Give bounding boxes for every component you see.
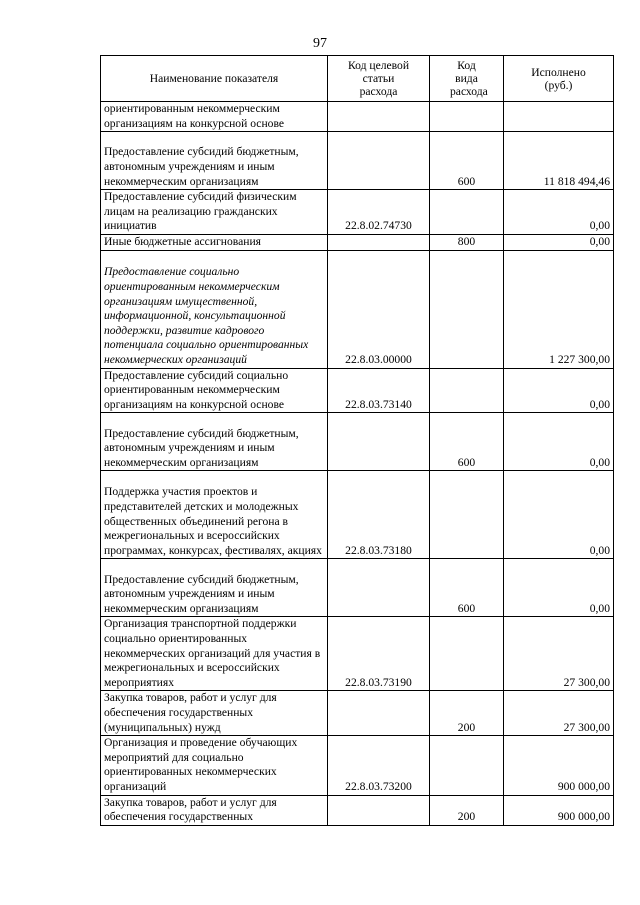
row-type-cell <box>430 471 504 559</box>
row-name-cell: Организация и проведение обучающих мероприятий для социально ориентированных некоммерческих организаций <box>101 736 328 795</box>
row-type-cell <box>430 190 504 235</box>
row-name-cell: Организация транспортной поддержки социально ориентированных некоммерческих организаций для участия в межрегиональных и всероссийских мероприятиях <box>101 617 328 691</box>
table-row <box>101 617 614 691</box>
row-code-cell: 22.8.02.74730 <box>328 190 430 235</box>
row-name-cell: Поддержка участия проектов и представителей детских и молодежных общественных объединений регона в межрегиональных и всероссийских программах, конкурсах, фестивалях, акциях <box>101 471 328 559</box>
header-name: Наименование показателя <box>101 56 328 102</box>
table-row <box>101 691 614 736</box>
header-sum-label: Исполнено (руб.) <box>531 65 586 92</box>
row-type-cell: 600 <box>430 132 504 190</box>
row-type-cell <box>430 736 504 795</box>
row-sum-cell: 0,00 <box>504 234 614 250</box>
row-name-cell: Предоставление социально ориентированным некоммерческим организациям имущественной, информационной, консультационной поддержки, развитие кадрового потенциала социально ориентированных некоммерческих организаций <box>101 250 328 368</box>
table-row <box>101 559 614 617</box>
header-type-label: Код вида расхода <box>450 59 488 98</box>
row-type-cell: 600 <box>430 559 504 617</box>
row-name-cell: Закупка товаров, работ и услуг для обеспечения государственных (муниципальных) нужд <box>101 691 328 736</box>
row-code-cell <box>328 413 430 471</box>
table-row <box>101 234 614 250</box>
row-code-cell: 22.8.03.73190 <box>328 617 430 691</box>
row-sum-cell: 0,00 <box>504 368 614 413</box>
row-type-cell: 200 <box>430 795 504 825</box>
row-type-cell <box>430 617 504 691</box>
row-name-cell: Предоставление субсидий бюджетным, автономным учреждениям и иным некоммерческим организациям <box>101 132 328 190</box>
table-row <box>101 368 614 413</box>
row-code-cell: 22.8.03.00000 <box>328 250 430 368</box>
table-row <box>101 132 614 190</box>
row-name-cell: ориентированным некоммерческим организациям на конкурсной основе <box>101 102 328 132</box>
table-row <box>101 102 614 132</box>
row-sum-cell: 27 300,00 <box>504 617 614 691</box>
row-sum-cell: 11 818 494,46 <box>504 132 614 190</box>
row-name-cell: Иные бюджетные ассигнования <box>101 234 328 250</box>
row-sum-cell: 0,00 <box>504 413 614 471</box>
row-code-cell: 22.8.03.73140 <box>328 368 430 413</box>
row-type-cell: 600 <box>430 413 504 471</box>
row-code-cell <box>328 795 430 825</box>
table-row <box>101 190 614 235</box>
row-type-cell <box>430 250 504 368</box>
header-code <box>328 56 430 102</box>
row-code-cell <box>328 234 430 250</box>
row-name-cell: Предоставление субсидий бюджетным, автономным учреждениям и иным некоммерческим организациям <box>101 559 328 617</box>
table-header <box>101 56 614 102</box>
page-number: 97 <box>313 36 327 51</box>
row-sum-cell <box>504 102 614 132</box>
table-row <box>101 795 614 825</box>
row-name-cell: Предоставление субсидий социально ориентированным некоммерческим организациям на конкурсной основе <box>101 368 328 413</box>
row-code-cell: 22.8.03.73200 <box>328 736 430 795</box>
row-code-cell: 22.8.03.73180 <box>328 471 430 559</box>
table-row <box>101 736 614 795</box>
row-sum-cell: 900 000,00 <box>504 736 614 795</box>
row-name-cell: Предоставление субсидий бюджетным, автономным учреждениям и иным некоммерческим организациям <box>101 413 328 471</box>
table-row <box>101 471 614 559</box>
row-name-cell: Предоставление субсидий физическим лицам на реализацию гражданских инициатив <box>101 190 328 235</box>
row-name-cell: Закупка товаров, работ и услуг для обеспечения государственных <box>101 795 328 825</box>
row-code-cell <box>328 691 430 736</box>
row-type-cell <box>430 368 504 413</box>
header-sum <box>504 56 614 102</box>
row-sum-cell: 900 000,00 <box>504 795 614 825</box>
row-code-cell <box>328 132 430 190</box>
header-type <box>430 56 504 102</box>
row-sum-cell: 1 227 300,00 <box>504 250 614 368</box>
row-type-cell: 200 <box>430 691 504 736</box>
row-code-cell <box>328 559 430 617</box>
row-type-cell <box>430 102 504 132</box>
table-row <box>101 413 614 471</box>
row-code-cell <box>328 102 430 132</box>
table-row <box>101 250 614 368</box>
row-sum-cell: 27 300,00 <box>504 691 614 736</box>
budget-execution-table <box>100 55 614 826</box>
header-code-label: Код целевой статьи расхода <box>347 59 410 98</box>
row-sum-cell: 0,00 <box>504 559 614 617</box>
table-body <box>101 102 614 826</box>
row-type-cell: 800 <box>430 234 504 250</box>
row-sum-cell: 0,00 <box>504 471 614 559</box>
row-sum-cell: 0,00 <box>504 190 614 235</box>
